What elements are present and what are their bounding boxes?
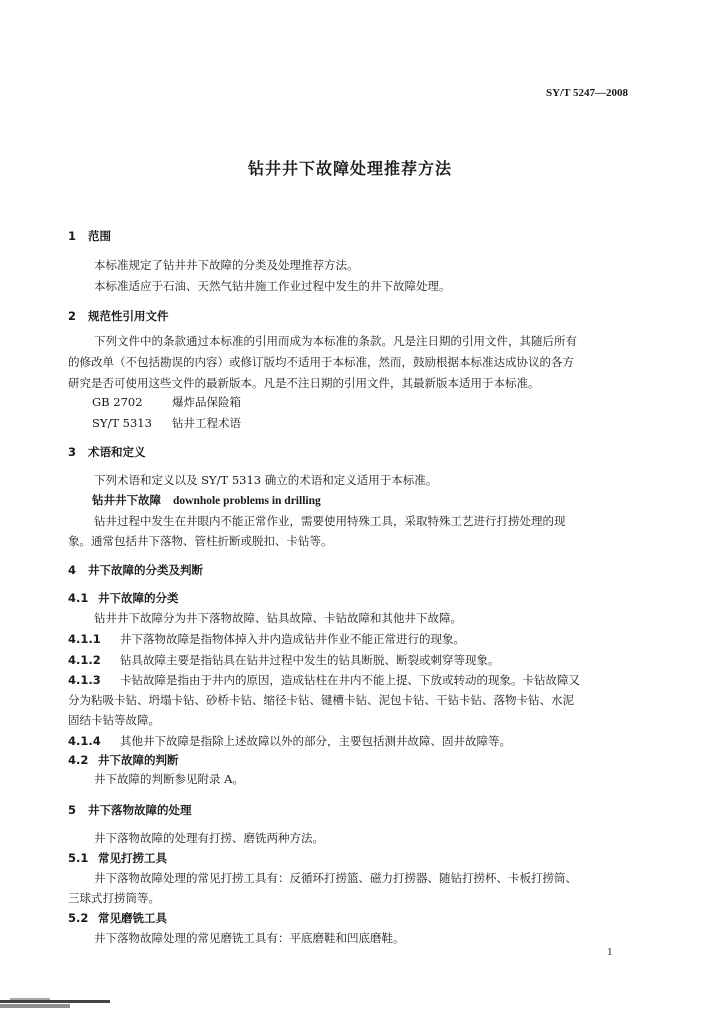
subsection-title: 井下故障的判断	[98, 753, 179, 767]
section-number: 2	[68, 309, 77, 323]
clause-text: 钻具故障主要是指钻具在钻井过程中发生的钻具断脱、断裂或刺穿等现象。	[120, 653, 500, 667]
section-1-heading	[68, 228, 111, 244]
clause-text: 井下落物故障是指物体掉入井内造成钻井作业不能正常进行的现象。	[120, 632, 465, 646]
subsection-number: 4.2	[68, 753, 89, 767]
section-number: 3	[68, 445, 77, 459]
section-5-heading	[68, 802, 192, 818]
clause-4-1-2	[68, 652, 500, 668]
clause-number: 4.1.3	[68, 673, 101, 687]
section-number: 5	[68, 803, 77, 817]
clause-4-1-4	[68, 733, 511, 749]
paragraph: 钻井井下故障分为井下落物故障、钻具故障、卡钻故障和其他井下故障。	[94, 611, 462, 625]
subsection-4-1-heading	[68, 590, 179, 606]
term-entry	[92, 492, 321, 508]
paragraph-line: 井下落物故障处理的常见打捞工具有：反循环打捞篮、磁力打捞器、随钻打捞杯、卡板打捞筒、	[94, 871, 577, 885]
paragraph-line: 的修改单（不包括勘误的内容）或修订版均不适用于本标准，然而，鼓励根据本标准达成协议的各方	[68, 355, 574, 369]
paragraph-line: 研究是否可使用这些文件的最新版本。凡是不注日期的引用文件，其最新版本适用于本标准。	[68, 376, 540, 390]
clause-number: 4.1.4	[68, 734, 101, 748]
section-title: 规范性引用文件	[88, 309, 169, 323]
reference-code: GB 2702	[92, 395, 143, 409]
paragraph: 井下故障的判断参见附录 A。	[94, 772, 244, 786]
subsection-number: 5.2	[68, 911, 89, 925]
clause-text: 卡钻故障是指由于井内的原因，造成钻柱在井内不能上提、下放或转动的现象。卡钻故障又	[120, 673, 580, 687]
page-number: 1	[607, 946, 613, 958]
paragraph: 本标准适应于石油、天然气钻井施工作业过程中发生的井下故障处理。	[94, 279, 451, 293]
term-english: downhole problems in drilling	[173, 495, 321, 507]
standard-number: SY/T 5247—2008	[545, 87, 628, 99]
clause-4-1-1	[68, 631, 465, 647]
term-chinese: 钻井井下故障	[92, 493, 161, 507]
clause-line: 分为粘吸卡钻、坍塌卡钻、砂桥卡钻、缩径卡钻、键槽卡钻、泥包卡钻、干钻卡钻、落物卡钻、水泥	[68, 693, 574, 707]
clause-line: 固结卡钻等故障。	[68, 713, 160, 727]
section-title: 井下故障的分类及判断	[88, 563, 203, 577]
reference-title: 钻井工程术语	[172, 416, 241, 430]
paragraph-line: 下列文件中的条款通过本标准的引用而成为本标准的条款。凡是注日期的引用文件，其随后所有	[94, 334, 577, 348]
section-number: 1	[68, 229, 77, 243]
subsection-title: 井下故障的分类	[98, 591, 179, 605]
section-2-heading	[68, 308, 169, 324]
clause-number: 4.1.1	[68, 632, 101, 646]
section-3-heading	[68, 444, 146, 460]
clause-4-1-3	[68, 672, 580, 688]
scan-artifact	[0, 994, 120, 1014]
definition-line: 象。通常包括井下落物、管柱折断或脱扣、卡钻等。	[68, 534, 333, 548]
paragraph: 本标准规定了钻井井下故障的分类及处理推荐方法。	[94, 258, 359, 272]
reference-item	[92, 415, 241, 431]
paragraph: 下列术语和定义以及 SY/T 5313 确立的术语和定义适用于本标准。	[94, 473, 438, 487]
reference-item	[92, 394, 241, 410]
subsection-number: 4.1	[68, 591, 89, 605]
section-title: 范围	[88, 229, 111, 243]
subsection-number: 5.1	[68, 851, 89, 865]
paragraph: 井下落物故障的处理有打捞、磨铣两种方法。	[94, 831, 324, 845]
section-title: 井下落物故障的处理	[88, 803, 192, 817]
section-4-heading	[68, 562, 203, 578]
paragraph: 井下落物故障处理的常见磨铣工具有：平底磨鞋和凹底磨鞋。	[94, 931, 405, 945]
subsection-title: 常见磨铣工具	[98, 911, 167, 925]
section-title: 术语和定义	[88, 445, 146, 459]
clause-number: 4.1.2	[68, 653, 101, 667]
subsection-5-1-heading	[68, 850, 167, 866]
paragraph-line: 三球式打捞筒等。	[68, 891, 160, 905]
subsection-4-2-heading	[68, 752, 179, 768]
reference-code: SY/T 5313	[92, 416, 152, 430]
reference-title: 爆炸品保险箱	[172, 395, 241, 409]
clause-text: 其他井下故障是指除上述故障以外的部分，主要包括测井故障、固井故障等。	[120, 734, 511, 748]
subsection-5-2-heading	[68, 910, 167, 926]
document-title: 钻井井下故障处理推荐方法	[247, 159, 452, 178]
section-number: 4	[68, 563, 77, 577]
subsection-title: 常见打捞工具	[98, 851, 167, 865]
definition-line: 钻井过程中发生在井眼内不能正常作业，需要使用特殊工具，采取特殊工艺进行打捞处理的现	[94, 514, 566, 528]
